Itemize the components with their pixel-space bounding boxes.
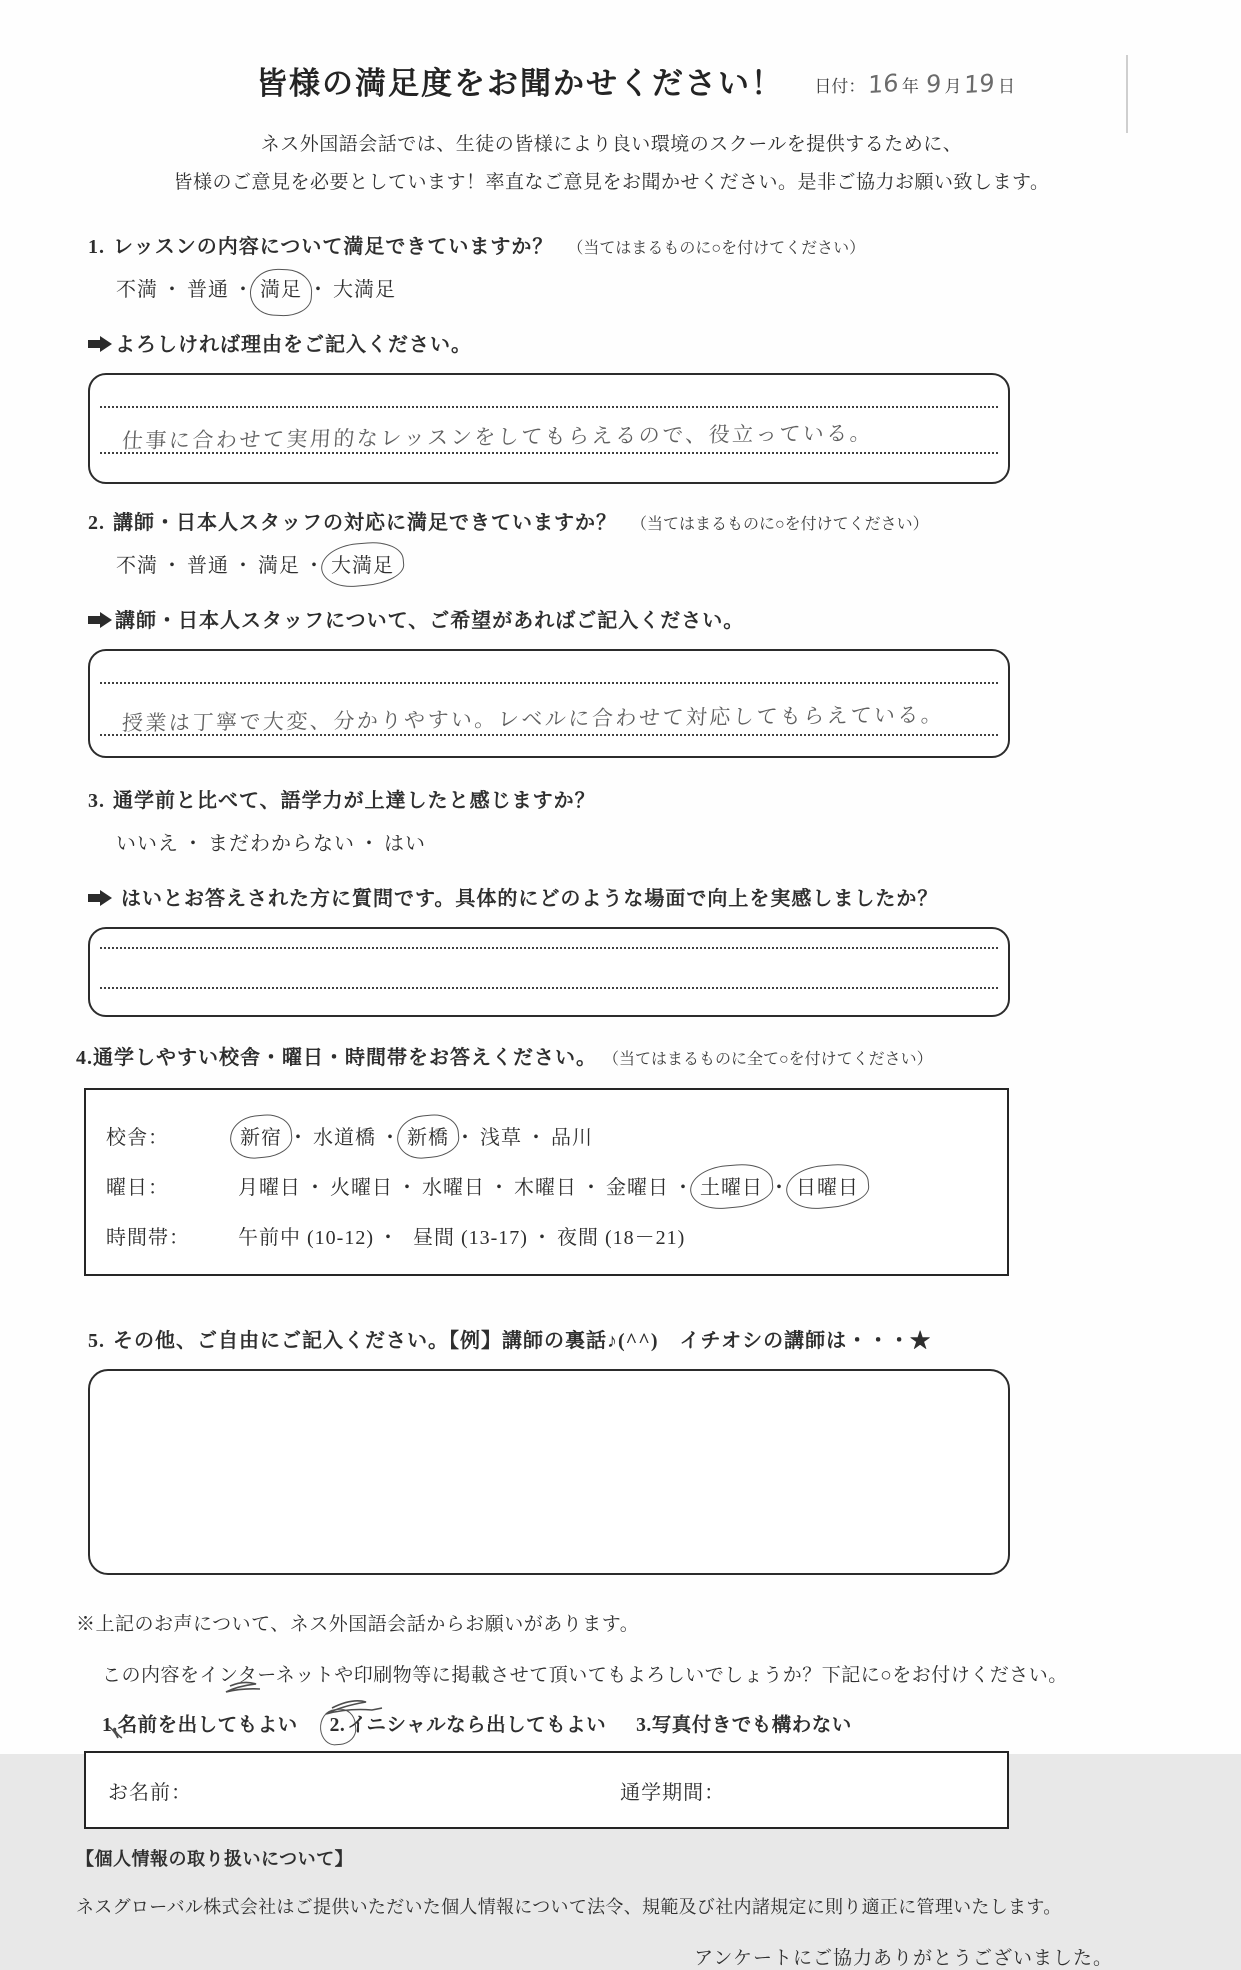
- question-5: 5. その他、ご自由にご記入ください。【例】講師の裏話♪(^^) イチオシの講師は・・・★: [88, 1330, 932, 1352]
- enrollment-period-label: 通学期間：: [620, 1781, 726, 1804]
- question-1-note: （当てはまるものに○を付けてください）: [567, 240, 866, 257]
- option: 新橋: [407, 1126, 449, 1149]
- question-2-note: （当てはまるものに○を付けてください）: [631, 516, 929, 533]
- hand-circle-selected: [405, 1121, 451, 1150]
- question-1-prompt: よろしければ理由をご記入ください。: [88, 328, 1135, 357]
- privacy-title: 【個人情報の取り扱いについて】: [76, 1849, 354, 1869]
- right-arrow-icon: [88, 612, 113, 628]
- write-line: [100, 651, 998, 684]
- intro-line-1: ネス外国語会話では、生徒の皆様により良い環境のスクールを提供するために、: [260, 134, 963, 155]
- question-4: 4.通学しやすい校舎・曜日・時間帯をお答えください。 （当てはまるものに全て○を付けてください）: [76, 1047, 933, 1069]
- write-line: [100, 684, 998, 736]
- option: 不満: [116, 279, 158, 301]
- date-field: 日付： 16 年 9 月 19 日: [814, 68, 1015, 100]
- hand-circle-selected: [794, 1171, 861, 1200]
- weekday-row: 曜日： 月曜日 ・ 火曜日 ・ 水曜日 ・ 木曜日 ・ 金曜日 ・ 土曜日 ・ 日曜日: [106, 1160, 1007, 1210]
- answer-box-3: [88, 927, 1010, 1017]
- consent-question: この内容をインターネットや印刷物等に掲載させて頂いてもよろしいでしょうか？下記に○をお付けください。: [102, 1665, 1068, 1686]
- answer-box-5: [88, 1369, 1010, 1575]
- write-line: [100, 949, 998, 989]
- option: 木曜日: [514, 1176, 577, 1199]
- time-row: 時間帯： 午前中 (10-12) ・ 昼間 (13-17) ・ 夜間 (18－21): [106, 1210, 1007, 1260]
- weekday-label: 曜日：: [106, 1176, 169, 1199]
- option: 浅草: [480, 1126, 522, 1149]
- handwritten-answer-2: 授業は丁寧で大変、分かりやすい。レベルに合わせて対応してもらえている。: [121, 702, 946, 736]
- option: 普通: [187, 555, 229, 577]
- question-1-options: 不満 ・ 普通 ・ 満足 ・ 大満足: [116, 273, 1135, 302]
- option: 金曜日: [606, 1176, 669, 1199]
- consent-option-2: 2. イニシャルなら出してもよい: [329, 1715, 607, 1736]
- option: いいえ: [116, 833, 179, 855]
- option: 新宿: [240, 1126, 282, 1149]
- handwritten-answer-1: 仕事に合わせて実用的なレッスンをしてもらえるので、役立っている。: [121, 421, 875, 453]
- option: 水道橋: [313, 1126, 376, 1149]
- date-year-handwritten: 16: [867, 68, 900, 100]
- scan-artifact-line: [1126, 55, 1128, 133]
- question-1: 1. レッスンの内容について満足できていますか？ （当てはまるものに○を付けてください）: [88, 236, 866, 258]
- question-4-grid: [84, 1088, 1009, 1276]
- hand-circle-selected: [698, 1171, 765, 1200]
- date-month-handwritten: 9: [925, 69, 942, 99]
- option: 火曜日: [330, 1176, 393, 1199]
- answer-box-1: [88, 373, 1010, 484]
- school-label: 校舎：: [106, 1126, 169, 1149]
- write-line: [100, 929, 998, 949]
- page-title: 皆様の満足度をお聞かせください！: [256, 66, 784, 101]
- option: 午前中 (10-12): [238, 1226, 374, 1249]
- option: 満足: [260, 279, 302, 301]
- right-arrow-icon: [88, 336, 113, 352]
- question-3: 3. 通学前と比べて、語学力が上達したと感じますか？: [88, 790, 596, 812]
- privacy-text: ネスグローバル株式会社はご提供いただいた個人情報について法令、規範及び社内諸規定に則り適正に管理いたします。: [76, 1897, 1062, 1917]
- request-note: ※上記のお声について、ネス外国語会話からお願いがあります。: [76, 1614, 640, 1635]
- option: 大満足: [333, 279, 396, 301]
- question-3-options: いいえ ・ まだわからない ・ はい: [116, 833, 426, 855]
- question-3-prompt: はいとお答えされた方に質問です。具体的にどのような場面で向上を実感しましたか？: [88, 882, 1135, 911]
- school-row: 校舎： 新宿 ・ 水道橋 ・ 新橋 ・ 浅草 ・ 品川: [106, 1110, 1007, 1160]
- answer-box-2: [88, 649, 1010, 758]
- option: まだわからない: [208, 833, 355, 855]
- option: はい: [384, 833, 426, 855]
- date-label: 日付：: [814, 77, 866, 96]
- question-2: 2. 講師・日本人スタッフの対応に満足できていますか？ （当てはまるものに○を付けてください）: [88, 512, 929, 534]
- date-day-handwritten: 19: [963, 68, 996, 100]
- option: 品川: [551, 1126, 593, 1149]
- consent-option-1: 1.名前を出してもよい: [102, 1715, 298, 1736]
- hand-circle-selected: [329, 549, 396, 578]
- right-arrow-icon: [88, 890, 113, 906]
- option: 水曜日: [422, 1176, 485, 1199]
- time-label: 時間帯：: [106, 1226, 190, 1249]
- option: 日曜日: [796, 1176, 859, 1199]
- option: 大満足: [331, 555, 394, 577]
- consent-option-3: 3.写真付きでも構わない: [636, 1715, 852, 1736]
- option: 夜間 (18－21): [556, 1226, 686, 1249]
- write-line: [100, 408, 998, 454]
- hand-circle-selected: [258, 273, 304, 302]
- question-4-note: （当てはまるものに全て○を付けてください）: [611, 1051, 933, 1068]
- hand-circle-selected: 2.: [329, 1715, 346, 1736]
- question-2-prompt: 講師・日本人スタッフについて、ご希望があればご記入ください。: [88, 604, 1135, 633]
- question-2-options: 不満 ・ 普通 ・ 満足 ・ 大満足: [116, 549, 1135, 578]
- thanks-line: アンケートにご協力ありがとうございました。: [694, 1948, 1113, 1969]
- option: 月曜日: [238, 1176, 301, 1199]
- hand-circle-selected: [238, 1121, 284, 1150]
- option: 普通: [187, 279, 229, 301]
- intro-line-2: 皆様のご意見を必要としています！率直なご意見をお聞かせください。是非ご協力お願い致します。: [173, 172, 1050, 193]
- option: 不満: [116, 555, 158, 577]
- header: [88, 58, 1135, 103]
- option: 満足: [258, 555, 300, 577]
- pen-scribbles: [80, 1668, 500, 1748]
- name-box: [84, 1751, 1009, 1829]
- option: 昼間 (13-17): [412, 1226, 528, 1249]
- write-line: [100, 375, 998, 408]
- name-field-label: お名前：: [108, 1781, 192, 1804]
- option: 土曜日: [700, 1176, 763, 1199]
